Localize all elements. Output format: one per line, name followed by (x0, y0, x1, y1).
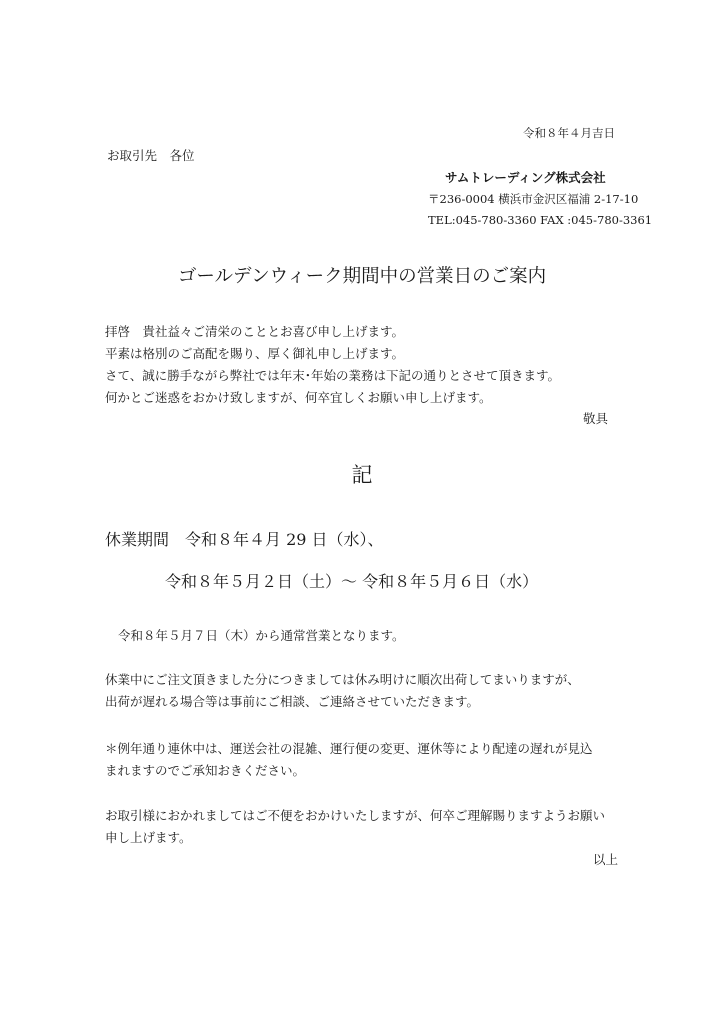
greeting-closing: 敬具 (583, 411, 609, 426)
company-contact: TEL:045-780-3360 FAX :045-780-3361 (428, 213, 653, 227)
apology-line: 申し上げます。 (105, 830, 192, 845)
greeting-line: さて、誠に勝手ながら弊社では年末･年始の業務は下記の通りとさせて頂きます。 (105, 368, 561, 383)
document-title: ゴールデンウィーク期間中の営業日のご案内 (177, 266, 547, 287)
ki-heading: 記 (351, 463, 373, 487)
company-address: 〒236-0004 横浜市金沢区福浦 2-17-10 (428, 192, 639, 206)
orders-note-line: 出荷が遅れる場合等は事前にご相談、ご連絡させていただきます。 (105, 694, 480, 709)
holiday-period-line1: 休業期間 令和８年４月 29 日（水）、 (105, 530, 384, 549)
resume-notice: 令和８年５月７日（木）から通常営業となります。 (118, 628, 405, 643)
recipient: お取引先 各位 (107, 148, 195, 163)
apology-line: お取引様におかれましてはご不便をおかけいたしますが、何卒ご理解賜りますようお願い (105, 808, 606, 823)
closing-end: 以上 (593, 852, 619, 867)
delivery-note-line: まれますのでご承知おきください。 (105, 763, 306, 778)
issue-date: 令和８年４月吉日 (523, 126, 615, 140)
delivery-note-line: ＊例年通り連休中は、運送会社の混雑、運行便の変更、運休等により配達の遅れが見込 (105, 741, 593, 756)
greeting-line: 何かとご迷惑をおかけ致しますが、何卒宜しくお願い申し上げます。 (105, 390, 492, 405)
orders-note-line: 休業中にご注文頂きました分につきましては休み明けに順次出荷してまいりますが、 (105, 672, 580, 687)
greeting-line: 平素は格別のご高配を賜り、厚く御礼申し上げます。 (105, 346, 405, 361)
greeting-line: 拝啓 貴社益々ご清栄のこととお喜び申し上げます。 (105, 324, 405, 339)
holiday-period-line2: 令和８年５月２日（土）～ 令和８年５月６日（水） (165, 572, 539, 591)
company-name: サムトレーディング株式会社 (445, 170, 606, 185)
